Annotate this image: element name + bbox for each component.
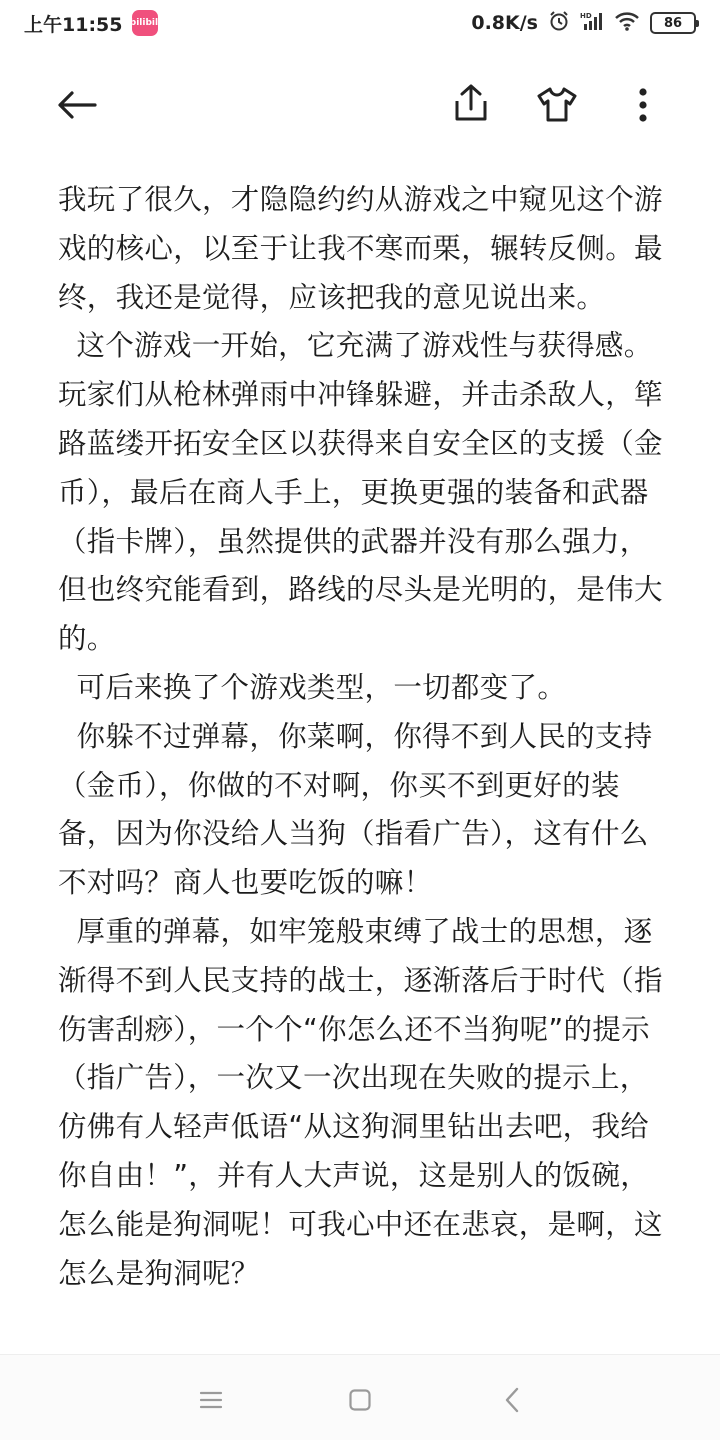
home-square-icon[interactable]: [340, 1380, 380, 1420]
article-paragraph-1: 我玩了很久，才隐隐约约从游戏之中窥见这个游戏的核心，以至于让我不寒而栗，辗转反侧。最终，我还是觉得，应该把我的意见说出来。: [58, 183, 663, 314]
article-paragraph-2: 这个游戏一开始，它充满了游戏性与获得感。玩家们从枪林弹雨中冲锋躲避，并击杀敌人，筚路蓝缕开拓安全区以获得来自安全区的支援（金币），最后在商人手上，更换更强的装备和武器（指卡牌），虽然提供的武器并没有那么强力，但也终究能看到，路线的尽头是光明的，是伟大的。: [58, 329, 663, 656]
battery-icon: [650, 12, 696, 34]
signal-icon: [580, 10, 604, 37]
status-left: [24, 10, 162, 37]
app-badge-label: bilibili: [129, 18, 162, 28]
bilibili-app-icon: [129, 10, 162, 36]
menu-icon[interactable]: [191, 1380, 231, 1420]
article-paragraph-3: 可后来换了个游戏类型，一切都变了。: [76, 670, 567, 704]
status-right: [471, 10, 696, 37]
system-nav-bar: [0, 1354, 720, 1440]
article-paragraph-5: 厚重的弹幕，如牢笼般束缚了战士的思想，逐渐得不到人民支持的战士，逐渐落后于时代（指伤害刮痧），一个个“你怎么还不当狗呢”的提示（指广告），一次又一次出现在失败的提示上，仿佛有人轻声低语“从这狗洞里钻出去吧，我给你自由！”，并有人大声说，这是别人的饭碗，怎么能是狗洞呢！可我心中还在悲哀，是啊，这怎么是狗洞呢？: [58, 914, 663, 1290]
status-bar: [0, 0, 720, 46]
net-speed: 0.8K/s: [471, 12, 538, 34]
svg-text:HD: HD: [580, 11, 592, 20]
status-time: 上午11:55: [24, 13, 123, 36]
back-arrow-icon[interactable]: [52, 82, 102, 128]
tshirt-icon[interactable]: [532, 80, 582, 128]
article-body: [58, 176, 668, 1351]
reader-toolbar: [0, 60, 720, 150]
battery-level: 86: [663, 15, 683, 31]
back-chevron-icon[interactable]: [492, 1380, 532, 1420]
share-icon[interactable]: [448, 78, 494, 128]
wifi-icon: [614, 10, 640, 37]
more-vertical-icon[interactable]: [624, 82, 662, 128]
article-paragraph-4: 你躲不过弹幕，你菜啊，你得不到人民的支持（金币），你做的不对啊，你买不到更好的装备，因为你没给人当狗（指看广告），这有什么不对吗？商人也要吃饭的嘛！: [58, 719, 653, 900]
alarm-icon: [548, 10, 570, 37]
